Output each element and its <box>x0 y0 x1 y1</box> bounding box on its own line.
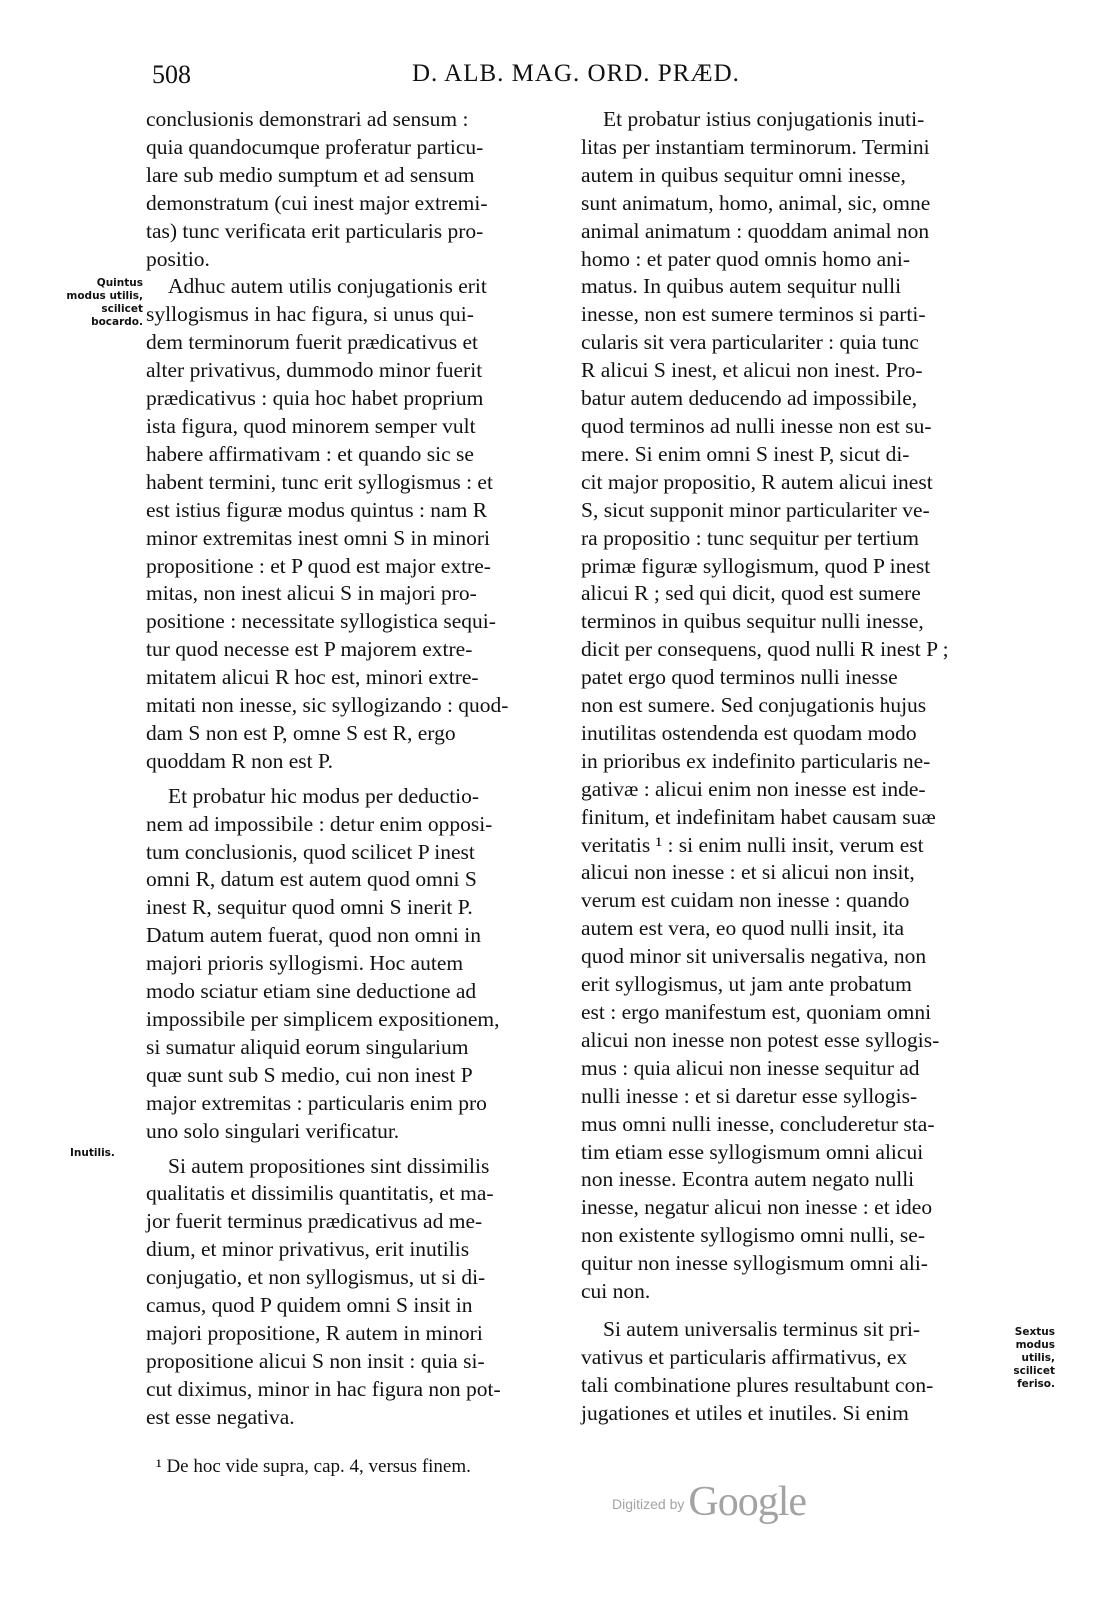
left-column <box>146 106 556 1432</box>
paragraph: Si autem universalis terminus sit pri- vativus et particularis affirmativus, ex tali combinatione plures resultabunt con- jugationes et utiles et inutiles. Si enim <box>581 1316 934 1425</box>
paragraph: Et probatur hic modus per deductio- nem ad impossibile : detur enim opposi- tum conclusionis, quod scilicet P inest omni R, datum est autem quod omni S inest R, sequitur quod omni S inerit P. Datum autem fuerat, quod non omni in majori prioris syllogismi. Hoc autem modo sciatur etiam sine deductione ad impossibile per simplicem expositionem, si sumatur aliquid eorum singularium quæ sunt sub S medio, cui non inest P major extremitas : particularis enim pro uno solo singulari verificatur. <box>146 783 500 1143</box>
footnote: ¹ De hoc vide supra, cap. 4, versus finem. <box>156 1456 471 1477</box>
margin-note-inutilis: Inutilis. <box>70 1147 115 1159</box>
digitized-by-google-watermark <box>612 1478 806 1526</box>
page-number: 508 <box>152 60 191 89</box>
right-column <box>581 106 1001 1428</box>
running-title: D. ALB. MAG. ORD. PRÆD. <box>412 60 740 87</box>
paragraph: conclusionis demonstrari ad sensum : quia quandocumque proferatur particu- lare sub medio sumptum et ad sensum demonstratum (cui inest major extremi- tas) tunc verificata erit particularis pro- positio. <box>146 107 488 271</box>
paragraph: Adhuc autem utilis conjugationis erit syllogismus in hac figura, si unus qui- dem terminorum fuerit prædicativus et alter privativus, dummodo minor fuerit prædicativus : quia hoc habet proprium ista figura, quod minorem semper vult habere affirmativam : et quando sic se habent termini, tunc erit syllogismus : et est istius figuræ modus quintus : nam R minor extremitas inest omni S in minori propositione : et P quod est major extre- mitas, non inest alicui S in majori pro- positione : necessitate syllogistica sequi- tur quod necesse est P majorem extre- mitatem alicui R hoc est, minori extre- mitati non inesse, sic syllogizando : quod- dam S non est P, omne S est R, ergo quoddam R non est P. <box>146 274 509 773</box>
paragraph: Si autem propositiones sint dissimilis qualitatis et dissimilis quantitatis, et ma- jor fuerit terminus prædicativus ad me- dium, et minor privativus, erit inutilis conjugatio, et non syllogismus, ut si di- camus, quod P quidem omni S insit in majori propositione, R autem in minori propositione alicui S non insit : quia si- cut diximus, minor in hac figura non pot- est esse negativa. <box>146 1153 501 1429</box>
margin-note-sextus: Sextus modus utilis, scilicet feriso. <box>1013 1326 1055 1390</box>
watermark-prefix: Digitized by <box>612 1496 685 1512</box>
google-logo: Google <box>688 1479 807 1525</box>
paragraph: Et probatur istius conjugationis inuti- litas per instantiam terminorum. Termini autem in quibus sequitur omni inesse, sunt animatum, homo, animal, sic, omne animal animatum : quoddam animal non homo : et pater quod omnis homo ani- matus. In quibus autem sequitur nulli inesse, non est sumere terminos si parti- cularis sit vera particulariter : quia tunc R alicui S inest, et alicui non inest. Pro- batur autem deducendo ad impossibile, quod terminos ad nulli inesse non est su- mere. Si enim omni S inest P, sicut di- cit major propositio, R autem alicui inest S, sicut supponit minor particulariter ve- ra propositio : tunc sequitur per tertium primæ figuræ syllogismum, quod P inest alicui R ; sed qui dicit, quod est sumere terminos in quibus sequitur nulli inesse, dicit per consequens, quod nulli R inest P ; patet ergo quod terminos nulli inesse non est sumere. Sed conjugationis hujus inutilitas ostendenda est quodam modo in prioribus ex indefinito particularis ne- gativæ : alicui enim non inesse est inde- finitum, et indefinitam habet causam suæ veritatis ¹ : si enim nulli insit, verum est alicui non inesse : et si alicui non insit, verum est cuidam non inesse : quando autem est vera, eo quod nulli insit, ita quod minor sit universalis negativa, non erit syllogismus, ut jam ante probatum est : ergo manifestum est, quoniam omni alicui non inesse non potest esse syllogis- mus : quia alicui non inesse sequitur ad nulli inesse : et si daretur esse syllogis- mus omni nulli inesse, concluderetur sta- tim etiam esse syllogismum omni alicui non inesse. Econtra autem negato nulli inesse, negatur alicui non inesse : et ideo non existente syllogismo omni nulli, se- quitur non inesse syllogismum omni ali- cui non. <box>581 107 949 1304</box>
margin-note-quintus: Quintus modus utilis, scilicet bocardo. <box>66 277 143 328</box>
